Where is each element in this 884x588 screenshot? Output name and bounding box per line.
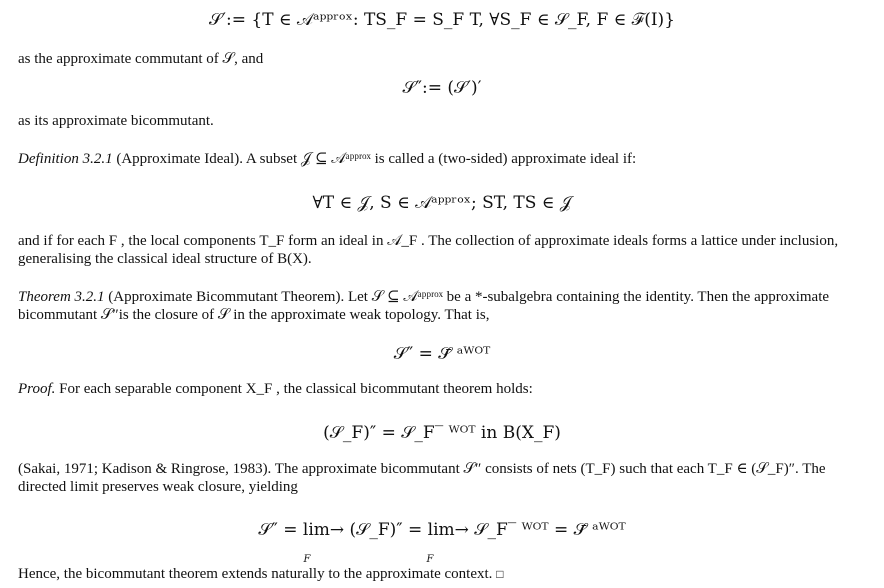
theorem-title: (Approximate Bicommutant Theorem).: [104, 289, 348, 305]
definition-title: (Approximate Ideal).: [112, 151, 246, 167]
theorem-text: Let 𝒮 ⊆ 𝒜ᵃᵖᵖʳᵒˣ be a *-subalgebra containing the identity. Then the approximate bicommutant 𝒮″is the closure of 𝒮 in the approximate weak topology. That is,: [18, 289, 830, 323]
equation-bicommutant-def: 𝒮″:= (𝒮′)′: [402, 78, 482, 98]
proof-text: For each separable component X_F , the classical bicommutant theorem holds:: [55, 381, 533, 397]
equation-theorem: 𝒮″ = 𝒮̄ ᵃᵂᴼᵀ: [393, 344, 491, 364]
equation-ideal: ∀T ∈ 𝒥, S ∈ 𝒜ᵃᵖᵖʳᵒˣ; ST, TS ∈ 𝒥: [312, 193, 572, 213]
equation-limit-expression: 𝒮″ = lim→ (𝒮_F)″ = lim→ 𝒮_F‾ ᵂᴼᵀ = 𝒮̄ ᵃᵂᴼᵀ: [258, 520, 626, 540]
definition-text: A subset 𝒥 ⊆ 𝒜ᵃᵖᵖʳᵒˣ is called a (two-sided) approximate ideal if:: [245, 151, 637, 167]
paragraph-commutant: as the approximate commutant of 𝒮, and: [18, 51, 264, 67]
definition-block: [18, 150, 866, 168]
equation-limit: [0, 520, 884, 565]
paragraph-directed-limit: (Sakai, 1971; Kadison & Ringrose, 1983). The approximate bicommutant 𝒮″ consists of nets (T_F) such that each T_F ∈ (𝒮_F)″. The directed limit preserves weak closure, yielding: [18, 461, 826, 495]
equation-commutant: 𝒮′:= {T ∈ 𝒜ᵃᵖᵖʳᵒˣ: TS_F = S_F T, ∀S_F ∈ 𝒮_F, F ∈ ℱ(I)}: [208, 10, 676, 30]
limit-subscript-1: F: [303, 554, 311, 565]
qed-symbol: □: [496, 567, 504, 581]
paragraph-ideal-lattice: and if for each F , the local components T_F form an ideal in 𝒜_F . The collection of approximate ideals forms a lattice under inclusion, generalising the classical ideal structure of B(X).: [18, 233, 839, 267]
limit-subscripts: [0, 538, 884, 565]
proof-label: Proof.: [18, 381, 56, 397]
proof-block: [18, 380, 866, 398]
definition-label: Definition 3.2.1: [18, 151, 113, 167]
limit-subscript-2: F: [426, 554, 434, 565]
theorem-block: [18, 288, 866, 324]
equation-classical-bicommutant: (𝒮_F)″ = 𝒮_F‾ ᵂᴼᵀ in B(X_F): [323, 423, 561, 443]
conclusion-text: Hence, the bicommutant theorem extends naturally to the approximate context.: [18, 566, 493, 582]
theorem-label: Theorem 3.2.1: [18, 289, 105, 305]
paragraph-conclusion: [18, 565, 866, 583]
paragraph-bicommutant: as its approximate bicommutant.: [18, 113, 214, 129]
